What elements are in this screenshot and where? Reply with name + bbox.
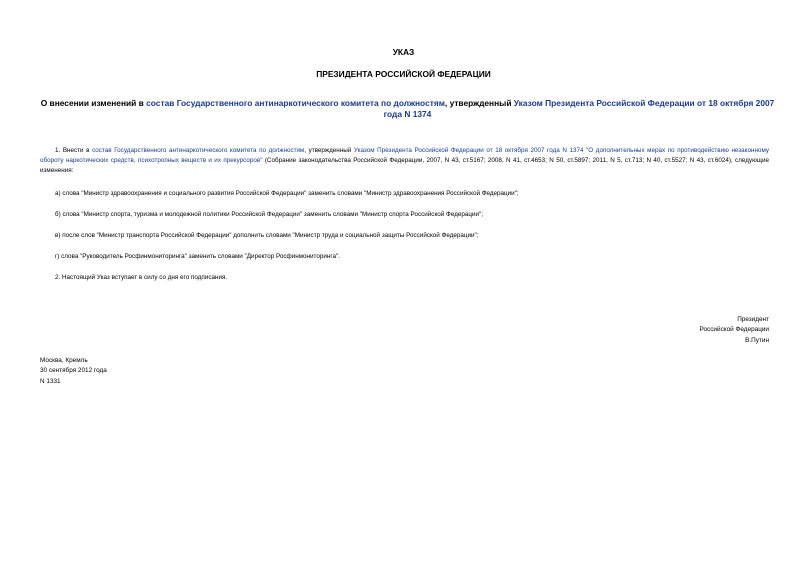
- subtitle-link-decree[interactable]: Указом Президента Российской Федерации от 18 октября 2007 года N 1374: [383, 98, 775, 119]
- amendment-item-g: г) слова "Руководитель Росфинмониторинга" заменить словами "Директор Росфинмониторинга".: [55, 253, 340, 260]
- signature-name: В.Путин: [745, 337, 769, 344]
- document-subtitle: [40, 98, 775, 120]
- signature-country: Российской Федерации: [699, 326, 769, 333]
- amendment-item-v: в) после слов "Министр транспорта Российской Федерации" дополнить словами "Министр труда и социальной защиты Российской Федерации";: [55, 232, 479, 239]
- signing-date: 30 сентября 2012 года: [40, 367, 107, 374]
- subtitle-text-2: , утвержденный: [444, 98, 514, 108]
- amendment-item-b: б) слова "Министр спорта, туризма и молодежной политики Российской Федерации" заменить словами "Министр спорта Российской Федерации";: [55, 211, 484, 218]
- paragraph-1-text-1: 1. Внести в: [55, 147, 93, 154]
- amendment-item-a: а) слова "Министр здравоохранения и социального развития Российской Федерации" заменить словами "Министр здравоохранения Российской Федерации";: [55, 190, 519, 197]
- subtitle-text-1: О внесении изменений в: [40, 98, 147, 108]
- issuer-heading: ПРЕЗИДЕНТА РОССИЙСКОЙ ФЕДЕРАЦИИ: [316, 69, 491, 79]
- subtitle-link-committee[interactable]: состав Государственного антинаркотического комитета по должностям: [146, 98, 445, 108]
- document-type-heading: УКАЗ: [392, 47, 415, 57]
- document-number: N 1331: [40, 378, 61, 385]
- paragraph-1-link-decree[interactable]: Указом Президента Российской Федерации от 18 октября 2007 года N 1374 "О дополнительных мерах по противодействию незаконному обороту наркотических средств, психотропных веществ и их прекурсоров": [40, 147, 770, 165]
- paragraph-1-link-committee[interactable]: состав Государственного антинаркотического комитета по должностям: [92, 147, 305, 154]
- paragraph-2: 2. Настоящий Указ вступает в силу со дня его подписания.: [55, 274, 228, 281]
- paragraph-1-text-3: (Собрание законодательства Российской Федерации, 2007, N 43, ст.5167; 2008, N 41, ст.4653; N 50, ст.5897; 2011, N 5, ст.713; N 40, ст.5527; N 43, ст.6024), следующие изменения:: [40, 157, 769, 175]
- signature-title: Президент: [737, 316, 769, 323]
- signing-place: Москва, Кремль: [40, 357, 88, 364]
- paragraph-1: [40, 146, 769, 177]
- paragraph-1-text-2: , утвержденный: [304, 147, 354, 154]
